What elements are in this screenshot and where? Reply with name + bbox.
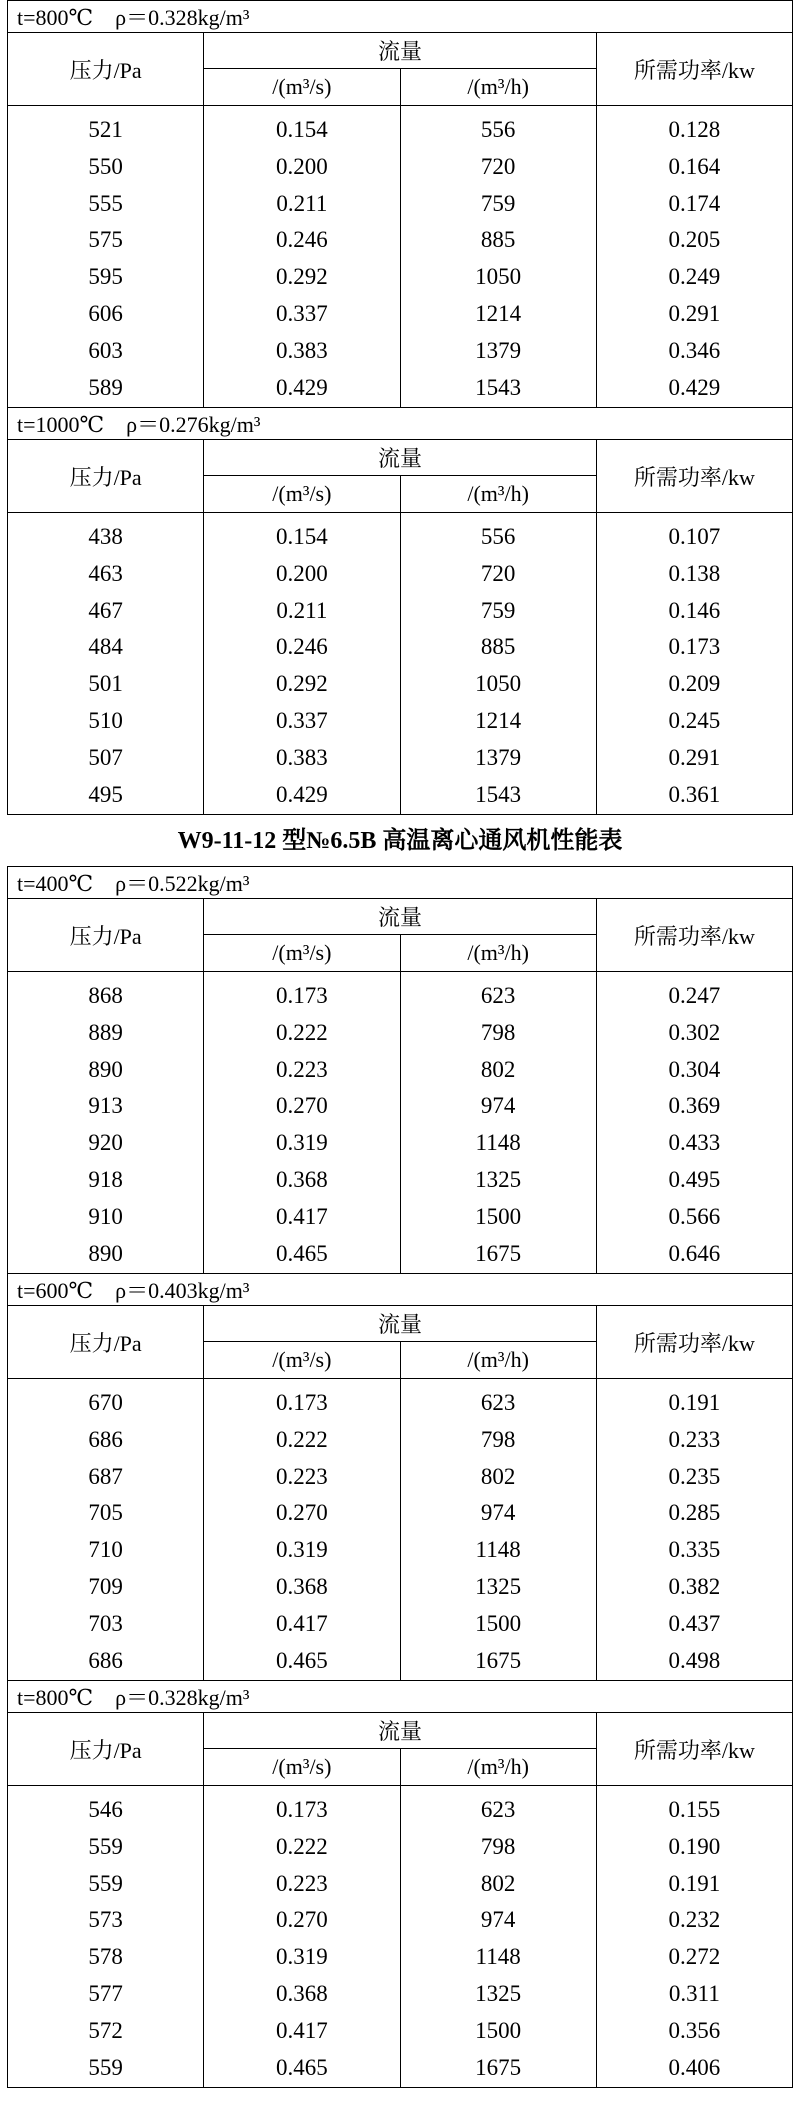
table-cell: 798: [480, 1426, 516, 1452]
table-cell: 484: [88, 634, 123, 660]
power-header: 所需功率/kw: [596, 899, 792, 972]
table-cell: 890: [88, 1240, 123, 1266]
table-cell: 0.191: [668, 1390, 721, 1415]
table-cell: 0.154: [276, 524, 328, 549]
table-cell: 559: [88, 2054, 123, 2080]
table-cell: 0.304: [668, 1056, 721, 1082]
table-cell: 1543: [475, 781, 522, 807]
table-cell: 0.107: [668, 524, 721, 549]
table-cell: 885: [480, 634, 516, 660]
table-cell: 467: [88, 597, 123, 623]
performance-table-bottom: [7, 866, 793, 2088]
condition-label: t=800℃ ρ＝0.328kg/m³: [8, 1681, 793, 1713]
power-column: [596, 1786, 792, 2088]
table-cell: 510: [88, 707, 123, 733]
table-cell: 0.368: [276, 1573, 328, 1599]
table-cell: 0.223: [276, 1870, 328, 1896]
table-cell: 0.465: [276, 2054, 328, 2080]
table-cell: 720: [480, 153, 516, 179]
table-cell: 0.646: [668, 1240, 721, 1266]
table-cell: 589: [88, 374, 123, 400]
flow-m3s-column: [204, 106, 400, 408]
table-cell: 0.233: [668, 1426, 721, 1452]
table-cell: 705: [88, 1500, 123, 1526]
table-cell: 0.222: [276, 1833, 328, 1859]
table-cell: 0.211: [276, 190, 328, 216]
table-cell: 0.311: [668, 1980, 720, 2006]
table-cell: 0.417: [276, 1610, 328, 1636]
table-cell: 885: [480, 227, 516, 253]
table-cell: 559: [88, 1870, 123, 1896]
condition-label: t=600℃ ρ＝0.403kg/m³: [8, 1274, 793, 1306]
section-4: [8, 1681, 793, 2088]
table-cell: 0.383: [276, 744, 328, 770]
flow-m3h-column: [400, 1379, 596, 1681]
table-cell: 0.222: [276, 1019, 328, 1045]
table-cell: 0.465: [276, 1240, 328, 1266]
table-cell: 0.128: [668, 117, 721, 142]
table-cell: 0.270: [276, 1093, 328, 1119]
table-cell: 0.319: [276, 1944, 328, 1970]
table-cell: 0.437: [668, 1610, 721, 1636]
power-header: 所需功率/kw: [596, 1713, 792, 1786]
table-cell: 603: [88, 337, 123, 363]
table-cell: 802: [480, 1056, 516, 1082]
power-header: 所需功率/kw: [596, 440, 792, 513]
table-cell: 0.155: [668, 1797, 721, 1822]
table-cell: 0.429: [276, 374, 328, 400]
table-cell: 0.209: [668, 671, 721, 697]
table-cell: 0.205: [668, 227, 721, 253]
table-cell: 686: [88, 1647, 123, 1673]
table-cell: 575: [88, 227, 123, 253]
table-cell: 0.292: [276, 264, 328, 290]
condition-label: t=400℃ ρ＝0.522kg/m³: [8, 867, 793, 899]
section-3: [8, 1274, 793, 1681]
table-cell: 0.291: [668, 300, 721, 326]
flow-m3s-column: [204, 513, 400, 815]
flow-m3h-header: /(m³/h): [400, 1749, 596, 1786]
table-cell: 0.164: [668, 153, 721, 179]
table-cell: 507: [88, 744, 123, 770]
table-cell: 606: [88, 300, 123, 326]
table-cell: 0.292: [276, 671, 328, 697]
table-cell: 0.191: [668, 1870, 721, 1896]
pressure-column: [8, 513, 204, 815]
flow-m3s-header: /(m³/s): [204, 69, 400, 106]
table-cell: 0.246: [276, 227, 328, 253]
condition-label: t=1000℃ ρ＝0.276kg/m³: [8, 408, 793, 440]
table-cell: 0.417: [276, 2017, 328, 2043]
table-cell: 709: [88, 1573, 123, 1599]
flow-m3s-column: [204, 1379, 400, 1681]
pressure-header: 压力/Pa: [8, 899, 204, 972]
table-cell: 868: [88, 983, 123, 1008]
table-cell: 798: [480, 1833, 516, 1859]
table-cell: 0.245: [668, 707, 721, 733]
table-cell: 974: [480, 1500, 516, 1526]
power-header: 所需功率/kw: [596, 1306, 792, 1379]
section-2: [8, 867, 793, 1274]
flow-m3s-header: /(m³/s): [204, 935, 400, 972]
table-cell: 0.285: [668, 1500, 721, 1526]
table-cell: 572: [88, 2017, 123, 2043]
table-cell: 0.235: [668, 1463, 721, 1489]
table-cell: 910: [88, 1203, 123, 1229]
table-cell: 0.566: [668, 1203, 721, 1229]
table-cell: 495: [88, 781, 123, 807]
table-cell: 889: [88, 1019, 123, 1045]
table-cell: 0.429: [668, 374, 721, 400]
pressure-column: [8, 106, 204, 408]
power-column: [596, 1379, 792, 1681]
table-cell: 0.173: [276, 983, 328, 1008]
table-cell: 0.465: [276, 1647, 328, 1673]
table-cell: 0.272: [668, 1944, 721, 1970]
table-cell: 0.302: [668, 1019, 721, 1045]
table-cell: 1214: [475, 300, 522, 326]
flow-m3s-header: /(m³/s): [204, 476, 400, 513]
flow-m3s-header: /(m³/s): [204, 1749, 400, 1786]
table-cell: 0.337: [276, 707, 328, 733]
table-cell: 1050: [475, 264, 522, 290]
table-cell: 0.249: [668, 264, 721, 290]
table-cell: 0.246: [276, 634, 328, 660]
table-cell: 1500: [475, 2017, 522, 2043]
table-cell: 974: [480, 1093, 516, 1119]
table-cell: 1500: [475, 1203, 522, 1229]
table-cell: 1379: [475, 337, 522, 363]
table-cell: 0.200: [276, 560, 328, 586]
flow-m3s-header: /(m³/s): [204, 1342, 400, 1379]
table-cell: 0.190: [668, 1833, 721, 1859]
table-cell: 0.291: [668, 744, 721, 770]
table-cell: 1500: [475, 1610, 522, 1636]
flow-header: 流量: [204, 1306, 597, 1342]
table-cell: 0.154: [276, 117, 328, 142]
table-cell: 0.319: [276, 1537, 328, 1563]
table-cell: 595: [88, 264, 123, 290]
pressure-header: 压力/Pa: [8, 440, 204, 513]
table-cell: 555: [88, 190, 123, 216]
table-cell: 0.223: [276, 1056, 328, 1082]
table-cell: 974: [480, 1907, 516, 1933]
table-cell: 0.368: [276, 1166, 328, 1192]
table-cell: 802: [480, 1463, 516, 1489]
table-cell: 577: [88, 1980, 123, 2006]
flow-header: 流量: [204, 1713, 597, 1749]
table-cell: 0.270: [276, 1500, 328, 1526]
flow-m3h-column: [400, 1786, 596, 2088]
pressure-column: [8, 972, 204, 1274]
table-cell: 0.319: [276, 1130, 328, 1156]
table-cell: 0.433: [668, 1130, 721, 1156]
flow-m3s-column: [204, 972, 400, 1274]
table-cell: 0.417: [276, 1203, 328, 1229]
power-column: [596, 106, 792, 408]
table-cell: 550: [88, 153, 123, 179]
table-cell: 0.173: [668, 634, 721, 660]
table-cell: 1148: [475, 1944, 521, 1970]
flow-m3h-header: /(m³/h): [400, 476, 596, 513]
flow-header: 流量: [204, 899, 597, 935]
flow-m3h-header: /(m³/h): [400, 1342, 596, 1379]
table-cell: 0.369: [668, 1093, 721, 1119]
power-column: [596, 972, 792, 1274]
table-cell: 0.232: [668, 1907, 721, 1933]
table-cell: 1325: [475, 1166, 522, 1192]
table-cell: 463: [88, 560, 123, 586]
table-cell: 1325: [475, 1573, 522, 1599]
table-cell: 686: [88, 1426, 123, 1452]
pressure-header: 压力/Pa: [8, 1306, 204, 1379]
section-1: [8, 408, 793, 815]
flow-m3h-column: [400, 106, 596, 408]
table-cell: 556: [480, 117, 516, 142]
table-cell: 0.368: [276, 1980, 328, 2006]
table-cell: 0.356: [668, 2017, 721, 2043]
table-cell: 623: [480, 1797, 516, 1822]
table-cell: 798: [480, 1019, 516, 1045]
table-cell: 0.337: [276, 300, 328, 326]
table-cell: 0.382: [668, 1573, 721, 1599]
table-cell: 0.406: [668, 2054, 721, 2080]
table-cell: 559: [88, 1833, 123, 1859]
flow-m3s-column: [204, 1786, 400, 2088]
power-column: [596, 513, 792, 815]
table-cell: 573: [88, 1907, 123, 1933]
table-cell: 0.270: [276, 1907, 328, 1933]
table-cell: 913: [88, 1093, 123, 1119]
table-cell: 759: [480, 597, 516, 623]
table-cell: 1675: [475, 1240, 522, 1266]
table-cell: 623: [480, 1390, 516, 1415]
table-cell: 802: [480, 1870, 516, 1896]
table-cell: 0.247: [668, 983, 721, 1008]
table-cell: 0.495: [668, 1166, 721, 1192]
pressure-header: 压力/Pa: [8, 1713, 204, 1786]
table-cell: 1050: [475, 671, 522, 697]
flow-m3h-column: [400, 513, 596, 815]
table-cell: 0.429: [276, 781, 328, 807]
power-header: 所需功率/kw: [596, 33, 792, 106]
table-cell: 0.346: [668, 337, 721, 363]
table-cell: 501: [88, 671, 123, 697]
table-cell: 720: [480, 560, 516, 586]
table-cell: 0.173: [276, 1797, 328, 1822]
table-cell: 0.138: [668, 560, 721, 586]
section-0: [8, 1, 793, 408]
table-cell: 0.223: [276, 1463, 328, 1489]
table-cell: 687: [88, 1463, 123, 1489]
flow-header: 流量: [204, 440, 597, 476]
flow-header: 流量: [204, 33, 597, 69]
table-cell: 623: [480, 983, 516, 1008]
flow-m3h-header: /(m³/h): [400, 69, 596, 106]
table-cell: 0.211: [276, 597, 328, 623]
table-cell: 1325: [475, 1980, 522, 2006]
table-cell: 1543: [475, 374, 522, 400]
pressure-header: 压力/Pa: [8, 33, 204, 106]
table-cell: 1214: [475, 707, 522, 733]
table-cell: 1148: [475, 1130, 521, 1156]
table-cell: 670: [88, 1390, 123, 1415]
table-cell: 1379: [475, 744, 522, 770]
table-cell: 0.383: [276, 337, 328, 363]
table-cell: 521: [88, 117, 123, 142]
table-cell: 0.146: [668, 597, 721, 623]
table-cell: 0.200: [276, 153, 328, 179]
table-cell: 759: [480, 190, 516, 216]
table-cell: 918: [88, 1166, 123, 1192]
table-cell: 1675: [475, 2054, 522, 2080]
table-cell: 1148: [475, 1537, 521, 1563]
table-cell: 0.361: [668, 781, 721, 807]
table-cell: 920: [88, 1130, 123, 1156]
table-cell: 1675: [475, 1647, 522, 1673]
flow-m3h-header: /(m³/h): [400, 935, 596, 972]
table-cell: 703: [88, 1610, 123, 1636]
table-cell: 0.173: [276, 1390, 328, 1415]
condition-label: t=800℃ ρ＝0.328kg/m³: [8, 1, 793, 33]
performance-table-top: [7, 0, 793, 815]
table-cell: 0.174: [668, 190, 721, 216]
pressure-column: [8, 1786, 204, 2088]
table-cell: 0.222: [276, 1426, 328, 1452]
table-cell: 556: [480, 524, 516, 549]
table-cell: 0.335: [668, 1537, 721, 1563]
flow-m3h-column: [400, 972, 596, 1274]
table-cell: 890: [88, 1056, 123, 1082]
table-title: W9-11-12 型№6.5B 高温离心通风机性能表: [177, 828, 623, 854]
table-cell: 578: [88, 1944, 123, 1970]
table-cell: 710: [88, 1537, 123, 1563]
table-cell: 0.498: [668, 1647, 721, 1673]
table-cell: 438: [88, 524, 123, 549]
table-cell: 546: [88, 1797, 123, 1822]
pressure-column: [8, 1379, 204, 1681]
